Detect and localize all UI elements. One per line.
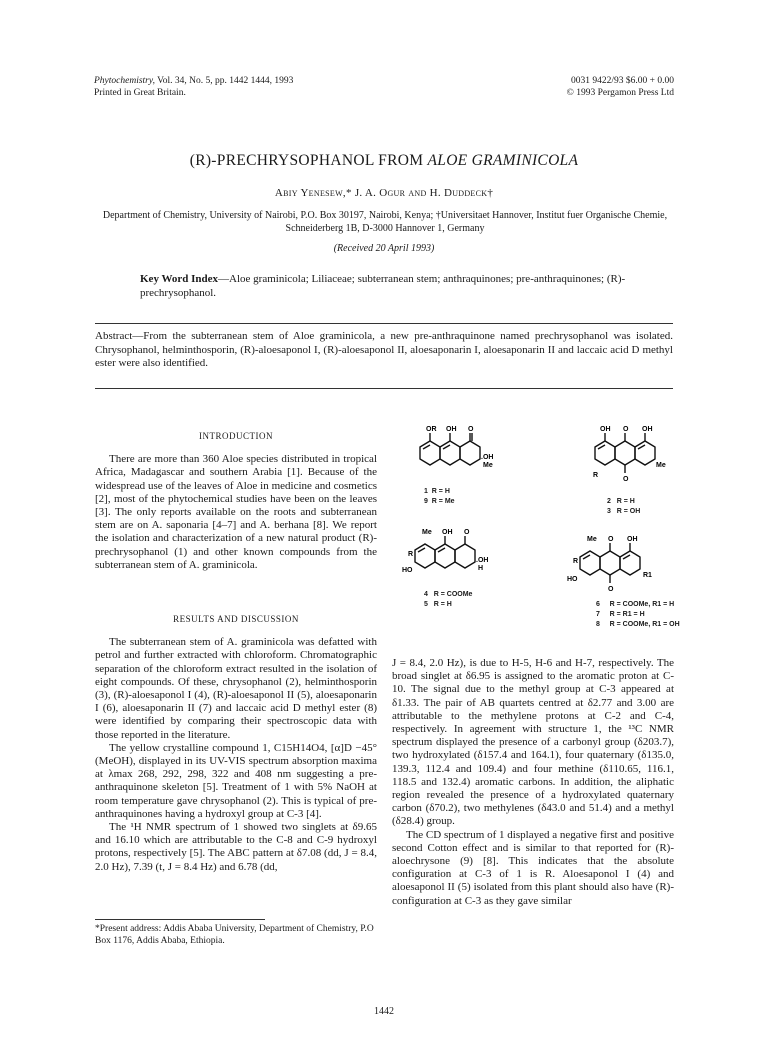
abstract-top-rule <box>95 323 673 324</box>
svg-text:O: O <box>623 476 629 483</box>
svg-text:.OH: .OH <box>481 454 494 461</box>
journal-citation: Vol. 34, No. 5, pp. 1442 1444, 1993 <box>154 76 294 86</box>
results-paragraph-1: The subterranean stem of A. graminicola was defatted with petrol and further extracted with chloroform. Chromatographic separation of the chloroform extract resulted in the isolation of eight compounds. Of these, chrysophanol (2), helminthosporin (3), (R)-aloesaponol I (4), (R)-aloesaponol II (5), aloesaponarin I (6), aloesaponarin II (7) and laccaic acid D methyl ester (8) were identified by comparing their spectroscopic data with those reported in the literature. <box>95 636 377 741</box>
structure-2-diagram <box>590 425 690 495</box>
structure-4-diagram <box>565 535 690 600</box>
title-prefix: (R)-PRECHRYSOPHANOL FROM <box>189 152 428 169</box>
svg-text:Me: Me <box>422 529 432 536</box>
svg-text:R: R <box>408 551 414 558</box>
keywords-label: Key Word Index <box>140 273 219 285</box>
svg-text:OH: OH <box>442 529 453 536</box>
svg-text:HO: HO <box>402 567 413 574</box>
keywords-text: —Aloe graminicola; Liliaceae; subterranean stem; anthraquinones; pre-anthraquinones; (R)-prechrysophanol. <box>140 273 626 299</box>
svg-text:R1: R1 <box>643 572 652 579</box>
svg-text:OH: OH <box>446 426 457 433</box>
introduction-section <box>95 430 377 572</box>
structure-1-diagram <box>415 425 525 485</box>
structure-3-caption: 4 R = COOMe 5 R = H <box>424 591 473 608</box>
svg-text:O: O <box>468 426 474 433</box>
title-species: ALOE GRAMINICOLA <box>427 152 579 169</box>
svg-text:R: R <box>593 472 599 479</box>
abstract-bottom-rule <box>95 388 673 389</box>
received-date: (Received 20 April 1993) <box>333 243 435 254</box>
footnote: *Present address: Addis Ababa University, Department of Chemistry, P.O Box 1176, Addis Ababa, Ethiopia. <box>95 924 374 946</box>
results-paragraph-3: The ¹H NMR spectrum of 1 showed two singlets at δ9.65 and 16.10 which are attributable to the C-8 and C-9 hydroxyl protons, respectively [5]. The ABC pattern at δ7.08 (dd, J = 8.4, 2.0 Hz), 7.39 (t, J = 8.4 Hz) and 6.78 (dd, <box>95 821 377 873</box>
printed-note: Printed in Great Britain. <box>94 87 186 98</box>
svg-text:O: O <box>608 536 614 543</box>
affiliation: Department of Chemistry, University of Nairobi, P.O. Box 30197, Nairobi, Kenya; †Universitaet Hannover, Institut fuer Organische Chemie, Schneiderberg 1B, D-3000 Hannover 1, Germany <box>102 210 668 234</box>
svg-text:R: R <box>573 558 579 565</box>
introduction-heading: INTRODUCTION <box>199 431 273 441</box>
abstract <box>95 330 673 371</box>
issn: 0031 9422/93 $6.00 + 0.00 <box>571 76 674 86</box>
structure-1-caption: 1 R = H 9 R = Me <box>424 488 455 505</box>
svg-text:O: O <box>623 426 629 433</box>
svg-text:O: O <box>608 586 614 593</box>
svg-text:OH: OH <box>600 426 611 433</box>
abstract-text: —From the subterranean stem of Aloe graminicola, a new pre-anthraquinone named prechrysophanol was isolated. Chrysophanol, helminthosporin, (R)-aloesaponol I, (R)-aloesaponol II, aloesaponarin I, aloesaponarin II and laccaic acid D methyl ester were also identified. <box>95 330 673 369</box>
svg-text:Me: Me <box>483 462 493 469</box>
structure-3-diagram <box>400 528 520 588</box>
svg-text:O: O <box>464 529 470 536</box>
svg-text:HO: HO <box>567 576 578 583</box>
svg-text:OH: OH <box>642 426 653 433</box>
svg-text:.OH: .OH <box>476 557 489 564</box>
svg-text:Me: Me <box>656 462 666 469</box>
journal-header <box>94 76 293 99</box>
page-number: 1442 <box>374 1006 394 1017</box>
structure-2-caption: 2 R = H 3 R = OH <box>607 498 641 515</box>
svg-text:OH: OH <box>627 536 638 543</box>
svg-text:H: H <box>478 565 484 572</box>
authors: Abiy Yenesew,* J. A. Ogur and H. Duddeck† <box>274 187 494 199</box>
svg-text:Me: Me <box>587 536 597 543</box>
results-right-paragraph-2: The CD spectrum of 1 displayed a negative first and positive second Cotton effect and is similar to that reported for (R)-aloechrysone (9) [8]. This indicates that the absolute configuration at C-3 of 1 is R. Aloesaponol I (4) and aloesaponol II (5) isolated from this plant should also have (R)-configuration at C-3 as they gave similar <box>392 828 674 907</box>
structure-4-caption: 6 R = COOMe, R1 = H 7 R = R1 = H 8 R = COOMe, R1 = OH <box>596 601 680 628</box>
copyright: © 1993 Pergamon Press Ltd <box>566 87 674 98</box>
publisher-header <box>567 76 674 99</box>
introduction-text: There are more than 360 Aloe species distributed in tropical Africa, Madagascar and southern Arabia [1]. Because of the widespread use of the leaves of Aloe in medicine and cosmetics [2], most of the phytochemical studies have been on the leaves [3]. The only reports available on the roots and subterranean stem are on A. saponaria [4–7] and A. berhana [8]. We report the isolation and characterization of a new natural product (R)-prechrysophanol (1) and other known compounds from the subterranean stem of A. graminicola. <box>95 453 377 571</box>
results-continued <box>392 657 674 908</box>
results-heading: RESULTS AND DISCUSSION <box>173 614 299 624</box>
results-section <box>95 613 377 874</box>
paper-title <box>0 152 768 170</box>
svg-text:OR: OR <box>426 426 437 433</box>
results-right-paragraph-1: J = 8.4, 2.0 Hz), is due to H-5, H-6 and H-7, respectively. The broad singlet at δ6.95 is assigned to the aromatic proton at C-10. The signal due to the methyl group at C-3 appeared at δ1.33. The pair of AB quartets centred at δ2.77 and 3.00 are attributable to the methylene protons at C-2 and C-4, respectively. In agreement with structure 1, the ¹³C NMR spectrum displayed the presence of a carbonyl group (δ203.7), two hydroxylated (δ157.4 and 164.1), four quaternary (δ135.0, 139.3, 112.4 and 109.4) and four methine (δ110.65, 116.1, 118.5 and 132.4) aromatic carbons. In addition, the aliphatic region revealed the presence of a hydroxylated quaternary carbon (δ70.2), two methylenes (δ43.0 and 51.4) and a methyl (δ28.4) group. <box>392 657 674 828</box>
journal-name: Phytochemistry, <box>94 76 155 86</box>
keywords <box>140 272 630 300</box>
footnote-rule <box>95 919 265 920</box>
abstract-label: Abstract <box>95 330 133 342</box>
results-paragraph-2: The yellow crystalline compound 1, C15H14O4, [α]D −45° (MeOH), displayed in its UV-VIS spectrum absorption maxima at λmax 268, 292, 298, 322 and 408 nm suggesting a pre-anthraquinone skeleton [5]. Treatment of 1 with 5% NaOH at room temperature gave chrysophanol (2). This is typical of pre-anthraquinones having a hydroxyl group at C-3 [4]. <box>95 741 377 820</box>
